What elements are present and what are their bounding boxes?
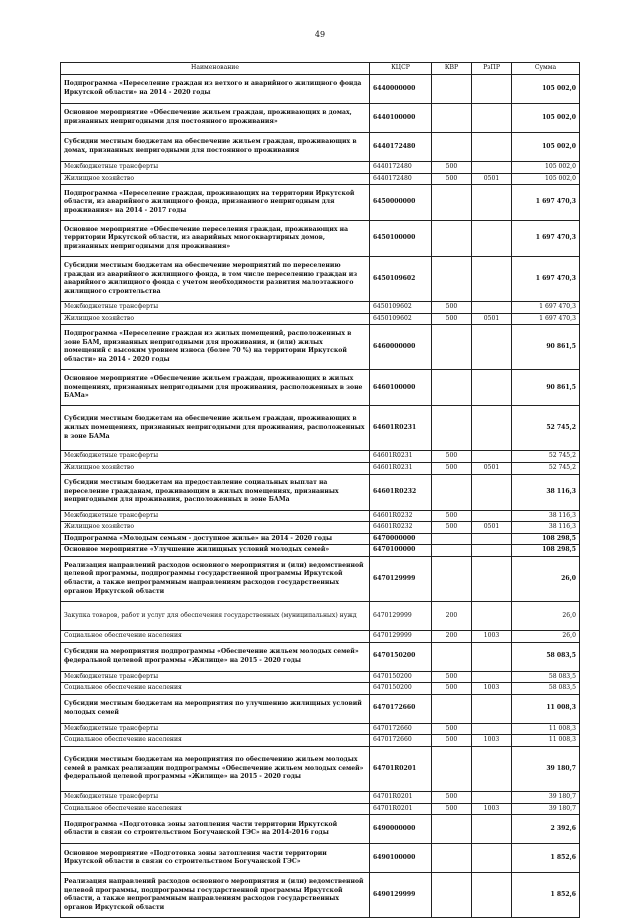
table-row — [61, 545, 580, 557]
row-code: 64701R0201 — [370, 791, 432, 803]
row-code: 6470129999 — [370, 601, 432, 630]
row-name: Субсидии местным бюджетам на обеспечение жильем граждан, проживающих в жилых помещениях, признанных непригодными для проживания, расположенных в зоне БАМа — [61, 406, 370, 451]
row-code: 6470172660 — [370, 735, 432, 747]
row-rzpr — [472, 451, 512, 463]
table-row — [61, 133, 580, 162]
row-name: Закупка товаров, работ и услуг для обеспечения государственных (муниципальных) нужд — [61, 601, 370, 630]
row-kvr: 200 — [432, 630, 472, 642]
row-name: Межбюджетные трансферты — [61, 162, 370, 174]
row-kvr: 500 — [432, 173, 472, 185]
row-sum: 52 745,2 — [512, 451, 580, 463]
row-kvr: 500 — [432, 791, 472, 803]
row-kvr: 500 — [432, 522, 472, 534]
row-sum: 108 298,5 — [512, 533, 580, 545]
row-sum: 105 002,0 — [512, 104, 580, 133]
table-row — [61, 510, 580, 522]
row-kvr — [432, 533, 472, 545]
row-name: Реализация направлений расходов основного мероприятия и (или) ведомственной целевой программы, подпрограммы государственной программы Иркутской области, а также непрограммным направлениям расходов государственных органов Иркутской области — [61, 873, 370, 918]
row-sum: 26,0 — [512, 630, 580, 642]
row-name: Социальное обеспечение населения — [61, 803, 370, 815]
row-code: 6450100000 — [370, 221, 432, 257]
table-row — [61, 325, 580, 370]
row-sum: 11 008,3 — [512, 694, 580, 723]
row-kvr: 500 — [432, 683, 472, 695]
row-kvr — [432, 133, 472, 162]
table-row — [61, 162, 580, 174]
table-row — [61, 803, 580, 815]
row-name: Межбюджетные трансферты — [61, 671, 370, 683]
row-rzpr — [472, 844, 512, 873]
row-kvr: 500 — [432, 735, 472, 747]
row-code: 6440172480 — [370, 133, 432, 162]
row-kvr — [432, 185, 472, 221]
row-name: Реализация направлений расходов основного мероприятия и (или) ведомственной целевой программы, подпрограммы государственной программы Иркутской области, а также непрограммным направлениям расходов государственных органов Иркутской области — [61, 556, 370, 601]
table-row — [61, 533, 580, 545]
row-rzpr — [472, 642, 512, 671]
row-rzpr — [472, 406, 512, 451]
row-kvr: 500 — [432, 510, 472, 522]
row-code: 64601R0232 — [370, 474, 432, 510]
row-rzpr — [472, 370, 512, 406]
row-code: 6460000000 — [370, 325, 432, 370]
table-row — [61, 683, 580, 695]
table-row — [61, 313, 580, 325]
row-code: 64601R0231 — [370, 406, 432, 451]
row-kvr: 200 — [432, 601, 472, 630]
row-sum: 1 852,6 — [512, 844, 580, 873]
row-sum: 39 180,7 — [512, 803, 580, 815]
table-row — [61, 601, 580, 630]
row-sum: 26,0 — [512, 556, 580, 601]
row-rzpr — [472, 671, 512, 683]
row-code: 6470129999 — [370, 556, 432, 601]
row-code: 64601R0232 — [370, 522, 432, 534]
row-sum: 52 745,2 — [512, 462, 580, 474]
row-name: Основное мероприятие «Подготовка зоны затопления части территории Иркутской области в связи со строительством Богучанской ГЭС» — [61, 844, 370, 873]
row-name: Социальное обеспечение населения — [61, 630, 370, 642]
row-rzpr — [472, 533, 512, 545]
table-row — [61, 522, 580, 534]
row-rzpr: 0501 — [472, 173, 512, 185]
header-code: КЦСР — [370, 63, 432, 75]
table-row — [61, 873, 580, 918]
row-rzpr: 0501 — [472, 522, 512, 534]
row-sum: 2 392,6 — [512, 815, 580, 844]
row-code: 64601R0231 — [370, 462, 432, 474]
row-code: 6470000000 — [370, 533, 432, 545]
row-name: Субсидии местным бюджетам на мероприятия по обеспечению жильем молодых семей в рамках реализации подпрограммы «Обеспечение жильем молодых семей» федеральной целевой программы «Жилище» на 2015 - 2020 годы — [61, 746, 370, 791]
row-sum: 58 083,5 — [512, 671, 580, 683]
row-rzpr — [472, 133, 512, 162]
row-rzpr: 1003 — [472, 735, 512, 747]
row-rzpr — [472, 75, 512, 104]
row-sum: 90 861,5 — [512, 370, 580, 406]
row-kvr — [432, 642, 472, 671]
row-rzpr — [472, 104, 512, 133]
table-row — [61, 844, 580, 873]
row-kvr — [432, 746, 472, 791]
row-kvr: 500 — [432, 803, 472, 815]
row-name: Межбюджетные трансферты — [61, 723, 370, 735]
table-row — [61, 671, 580, 683]
row-code: 6440172480 — [370, 173, 432, 185]
row-rzpr — [472, 545, 512, 557]
row-name: Подпрограмма «Молодым семьям - доступное жилье» на 2014 - 2020 годы — [61, 533, 370, 545]
table-row — [61, 257, 580, 302]
row-kvr — [432, 556, 472, 601]
row-rzpr — [472, 221, 512, 257]
row-rzpr — [472, 302, 512, 314]
row-sum: 39 180,7 — [512, 791, 580, 803]
row-rzpr — [472, 474, 512, 510]
row-sum: 1 852,6 — [512, 873, 580, 918]
table-row — [61, 556, 580, 601]
row-rzpr: 1003 — [472, 683, 512, 695]
row-rzpr: 1003 — [472, 803, 512, 815]
row-code: 6460100000 — [370, 370, 432, 406]
row-name: Основное мероприятие «Обеспечение переселения граждан, проживающих на территории Иркутской области, из аварийных многоквартирных домов, признанных непригодными для проживания» — [61, 221, 370, 257]
row-kvr — [432, 406, 472, 451]
row-kvr — [432, 325, 472, 370]
table-row — [61, 221, 580, 257]
row-kvr — [432, 873, 472, 918]
row-name: Субсидии местным бюджетам на обеспечение жильем граждан, проживающих в домах, признанных непригодными для постоянного проживания — [61, 133, 370, 162]
table-row — [61, 370, 580, 406]
row-kvr — [432, 221, 472, 257]
row-kvr — [432, 815, 472, 844]
row-kvr: 500 — [432, 671, 472, 683]
row-kvr: 500 — [432, 313, 472, 325]
row-kvr: 500 — [432, 451, 472, 463]
row-code: 64701R0201 — [370, 803, 432, 815]
row-code: 6470150200 — [370, 642, 432, 671]
row-code: 6470150200 — [370, 683, 432, 695]
row-name: Межбюджетные трансферты — [61, 451, 370, 463]
row-rzpr — [472, 556, 512, 601]
row-name: Жилищное хозяйство — [61, 462, 370, 474]
header-name: Наименование — [61, 63, 370, 75]
table-row — [61, 185, 580, 221]
row-name: Субсидии местным бюджетам на предоставление социальных выплат на переселение гражданам, проживающим в жилых помещениях, признанных непригодными для проживания, расположенных в зоне БАМа — [61, 474, 370, 510]
row-rzpr — [472, 162, 512, 174]
row-kvr — [432, 257, 472, 302]
table-row — [61, 694, 580, 723]
row-code: 6450109602 — [370, 257, 432, 302]
table-row — [61, 75, 580, 104]
row-sum: 11 008,3 — [512, 735, 580, 747]
row-kvr — [432, 104, 472, 133]
row-sum: 38 116,3 — [512, 474, 580, 510]
row-code: 6470100000 — [370, 545, 432, 557]
row-name: Субсидии местным бюджетам на обеспечение мероприятий по переселению граждан из аварийного жилищного фонда, в том числе переселению граждан из аварийного жилищного фонда с учетом необходимости развития малоэтажного жилищного строительства — [61, 257, 370, 302]
header-rzpr: РзПР — [472, 63, 512, 75]
row-sum: 58 083,5 — [512, 683, 580, 695]
row-code: 6470150200 — [370, 671, 432, 683]
row-name: Жилищное хозяйство — [61, 313, 370, 325]
row-sum: 1 697 470,3 — [512, 221, 580, 257]
row-name: Подпрограмма «Подготовка зоны затопления части территории Иркутской области в связи со строительством Богучанской ГЭС» на 2014-2016 годы — [61, 815, 370, 844]
row-code: 6440000000 — [370, 75, 432, 104]
table-row — [61, 462, 580, 474]
row-code: 6490100000 — [370, 844, 432, 873]
row-rzpr — [472, 723, 512, 735]
row-code: 6450109602 — [370, 313, 432, 325]
row-rzpr: 1003 — [472, 630, 512, 642]
row-name: Жилищное хозяйство — [61, 173, 370, 185]
row-sum: 1 697 470,3 — [512, 313, 580, 325]
row-kvr: 500 — [432, 462, 472, 474]
row-kvr — [432, 75, 472, 104]
row-code: 64701R0201 — [370, 746, 432, 791]
row-name: Межбюджетные трансферты — [61, 791, 370, 803]
row-sum: 108 298,5 — [512, 545, 580, 557]
row-name: Субсидии на мероприятия подпрограммы «Обеспечение жильем молодых семей» федеральной целевой программы «Жилище» на 2015 - 2020 годы — [61, 642, 370, 671]
row-rzpr: 0501 — [472, 313, 512, 325]
row-rzpr — [472, 694, 512, 723]
row-sum: 52 745,2 — [512, 406, 580, 451]
row-kvr — [432, 474, 472, 510]
table-header-row — [61, 63, 580, 75]
header-sum: Сумма — [512, 63, 580, 75]
table-row — [61, 173, 580, 185]
row-code: 64601R0231 — [370, 451, 432, 463]
table-row — [61, 630, 580, 642]
page-number: 49 — [314, 30, 326, 39]
row-name: Подпрограмма «Переселение граждан из ветхого и аварийного жилищного фонда Иркутской области» на 2014 - 2020 годы — [61, 75, 370, 104]
row-name: Субсидии местным бюджетам на мероприятия по улучшению жилищных условий молодых семей — [61, 694, 370, 723]
row-code: 6450000000 — [370, 185, 432, 221]
row-sum: 1 697 470,3 — [512, 257, 580, 302]
table-row — [61, 451, 580, 463]
row-name: Основное мероприятие «Обеспечение жильем граждан, проживающих в домах, признанных непригодными для постоянного проживания» — [61, 104, 370, 133]
row-name: Подпрограмма «Переселение граждан из жилых помещений, расположенных в зоне БАМ, признанных непригодными для проживания, и (или) жилых помещений с высоким уровнем износа (более 70 %) на территории Иркутской области» на 2014 - 2020 годы — [61, 325, 370, 370]
table-body — [61, 75, 580, 918]
row-rzpr — [472, 873, 512, 918]
row-rzpr — [472, 791, 512, 803]
row-rzpr — [472, 815, 512, 844]
row-rzpr: 0501 — [472, 462, 512, 474]
table-row — [61, 642, 580, 671]
row-kvr: 500 — [432, 723, 472, 735]
row-sum: 39 180,7 — [512, 746, 580, 791]
row-rzpr — [472, 601, 512, 630]
row-code: 6470129999 — [370, 630, 432, 642]
row-sum: 105 002,0 — [512, 173, 580, 185]
header-kvr: КВР — [432, 63, 472, 75]
row-kvr — [432, 545, 472, 557]
row-kvr — [432, 694, 472, 723]
row-name: Основное мероприятие «Улучшение жилищных условий молодых семей» — [61, 545, 370, 557]
row-name: Подпрограмма «Переселение граждан, проживающих на территории Иркутской области, из аварийного жилищного фонда, признанного непригодным для проживания» на 2014 - 2017 годы — [61, 185, 370, 221]
table-row — [61, 746, 580, 791]
row-sum: 1 697 470,3 — [512, 302, 580, 314]
row-sum: 105 002,0 — [512, 75, 580, 104]
budget-table — [60, 62, 580, 918]
row-code: 64601R0232 — [370, 510, 432, 522]
table-row — [61, 104, 580, 133]
table-row — [61, 723, 580, 735]
table-row — [61, 791, 580, 803]
row-kvr: 500 — [432, 162, 472, 174]
row-sum: 1 697 470,3 — [512, 185, 580, 221]
row-kvr — [432, 370, 472, 406]
row-rzpr — [472, 185, 512, 221]
row-name: Социальное обеспечение населения — [61, 683, 370, 695]
table-row — [61, 815, 580, 844]
row-kvr: 500 — [432, 302, 472, 314]
row-sum: 105 002,0 — [512, 162, 580, 174]
table-row — [61, 406, 580, 451]
row-sum: 11 008,3 — [512, 723, 580, 735]
row-sum: 26,0 — [512, 601, 580, 630]
row-name: Жилищное хозяйство — [61, 522, 370, 534]
row-name: Межбюджетные трансферты — [61, 302, 370, 314]
row-sum: 90 861,5 — [512, 325, 580, 370]
row-sum: 105 002,0 — [512, 133, 580, 162]
row-name: Основное мероприятие «Обеспечение жильем граждан, проживающих в жилых помещениях, признанных непригодными для проживания, расположенных в зоне БАМа» — [61, 370, 370, 406]
row-code: 6490129999 — [370, 873, 432, 918]
row-code: 6490000000 — [370, 815, 432, 844]
row-name: Межбюджетные трансферты — [61, 510, 370, 522]
row-sum: 58 083,5 — [512, 642, 580, 671]
row-code: 6440100000 — [370, 104, 432, 133]
row-code: 6440172480 — [370, 162, 432, 174]
table-row — [61, 735, 580, 747]
table-row — [61, 302, 580, 314]
row-rzpr — [472, 257, 512, 302]
row-sum: 38 116,3 — [512, 522, 580, 534]
row-sum: 38 116,3 — [512, 510, 580, 522]
row-kvr — [432, 844, 472, 873]
row-rzpr — [472, 510, 512, 522]
row-code: 6470172660 — [370, 694, 432, 723]
table-row — [61, 474, 580, 510]
row-code: 6470172660 — [370, 723, 432, 735]
row-code: 6450109602 — [370, 302, 432, 314]
row-rzpr — [472, 746, 512, 791]
row-rzpr — [472, 325, 512, 370]
row-name: Социальное обеспечение населения — [61, 735, 370, 747]
